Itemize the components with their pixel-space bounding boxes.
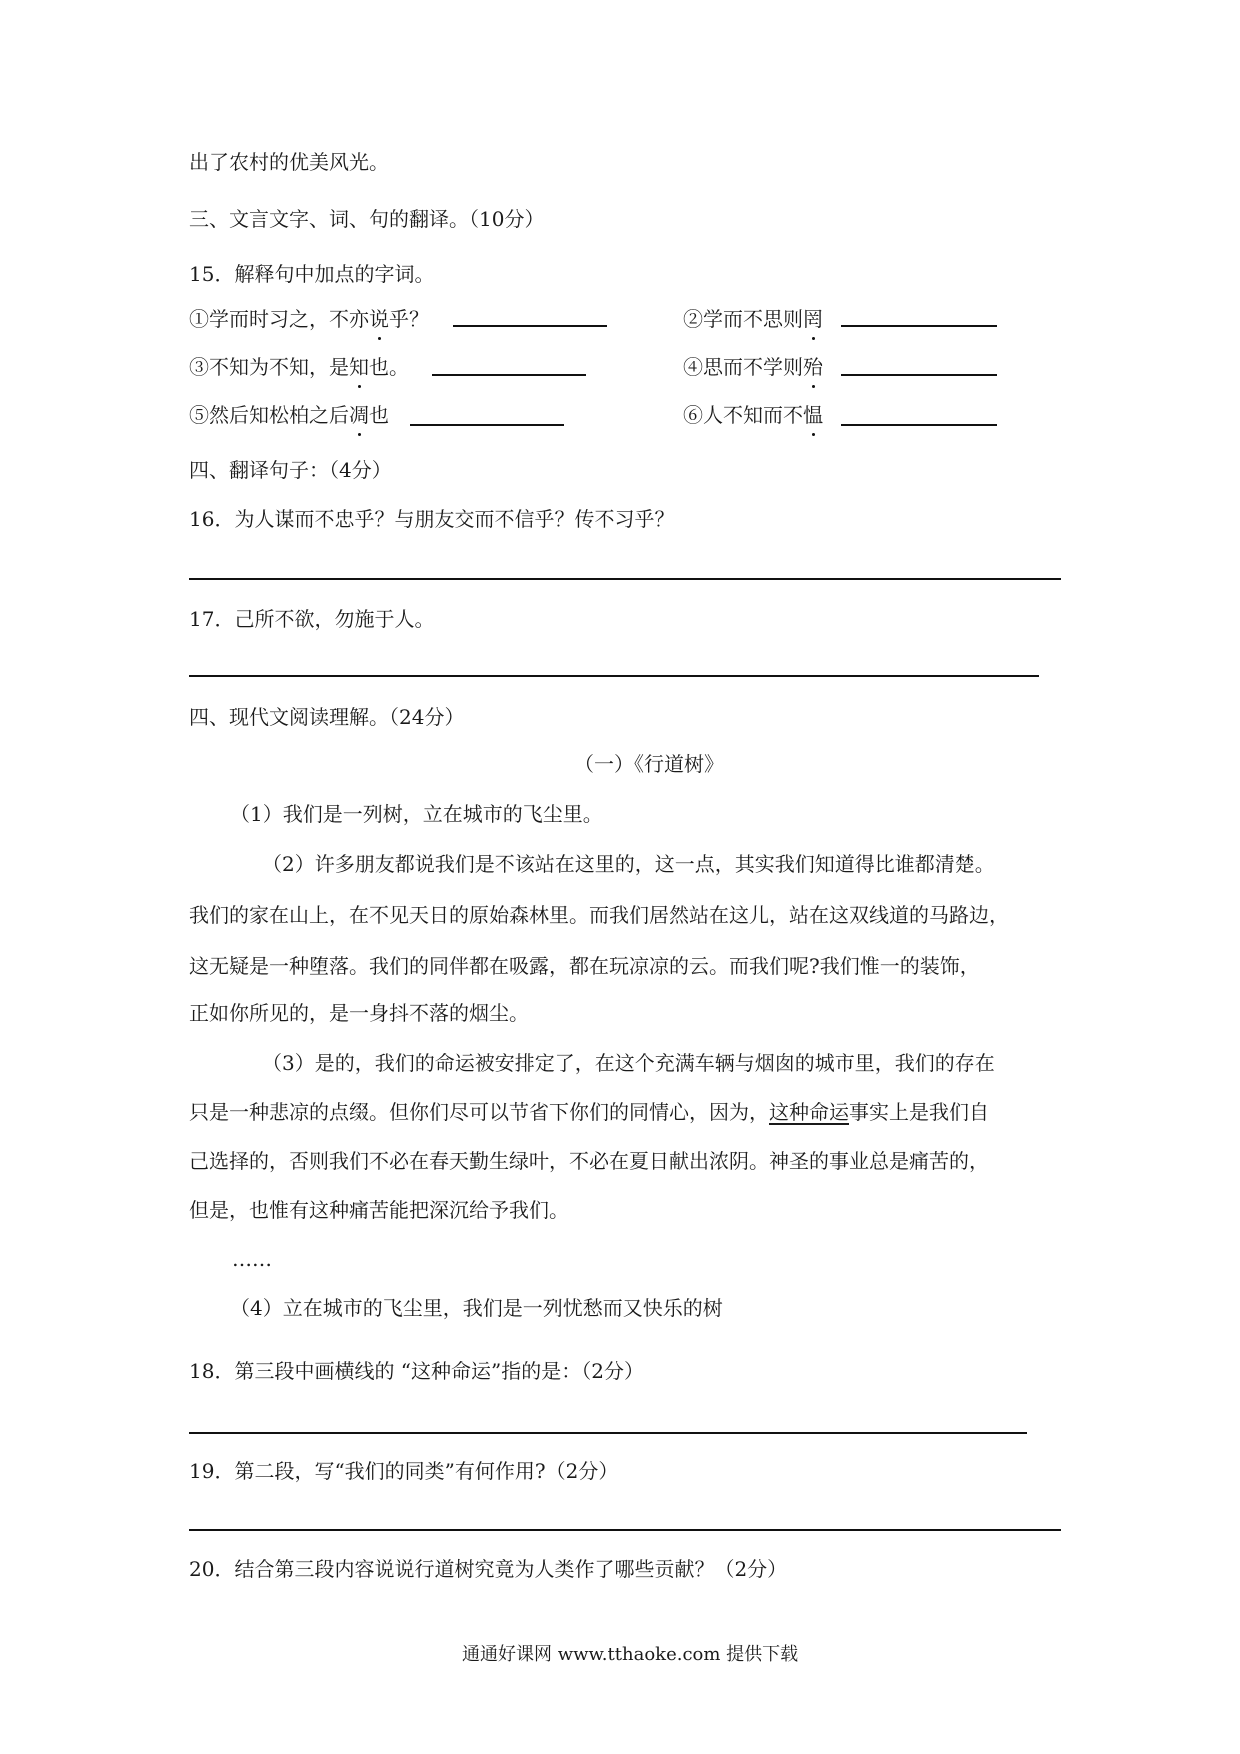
answer-line[interactable] <box>189 1432 1027 1434</box>
paragraph-1: （1）我们是一列树，立在城市的飞尘里。 <box>230 802 603 826</box>
underlined-phrase: 这种命运 <box>769 1100 849 1124</box>
answer-blank[interactable] <box>432 374 586 376</box>
paragraph-2-line: 我们的家在山上，在不见天日的原始森林里。而我们居然站在这儿，站在这双线道的马路边， <box>189 903 1009 927</box>
question-17: 17．己所不欲，勿施于人。 <box>189 607 435 631</box>
q15-item-3: ③不知为不知，是知也。 <box>189 355 409 379</box>
paragraph-2-line: 正如你所见的，是一身抖不落的烟尘。 <box>189 1001 529 1025</box>
dotted-word: 说 <box>369 307 389 331</box>
paragraph-2-line: （2）许多朋友都说我们是不该站在这里的，这一点，其实我们知道得比谁都清楚。 <box>262 852 995 876</box>
dotted-word: 凋 <box>349 403 369 427</box>
dotted-word: 殆 <box>803 355 823 379</box>
question-18: 18．第三段中画横线的 “这种命运”指的是：（2分） <box>189 1359 644 1383</box>
section-4-reading-heading: 四、现代文阅读理解。（24分） <box>189 705 465 729</box>
answer-line[interactable] <box>189 578 1061 580</box>
question-19: 19．第二段，写“我们的同类”有何作用?（2分） <box>189 1459 619 1483</box>
paragraph-3-line: （3）是的，我们的命运被安排定了，在这个充满车辆与烟囱的城市里，我们的存在 <box>262 1051 995 1075</box>
paragraph-3-line: 己选择的，否则我们不必在春天勤生绿叶，不必在夏日献出浓阴。神圣的事业总是痛苦的， <box>189 1149 989 1173</box>
section-4-translation-heading: 四、翻译句子：（4分） <box>189 458 392 482</box>
dotted-word: 知 <box>349 355 369 379</box>
answer-line[interactable] <box>189 675 1039 677</box>
ellipsis: …… <box>232 1247 272 1271</box>
q15-item-2: ②学而不思则罔 <box>683 307 823 331</box>
answer-blank[interactable] <box>841 325 997 327</box>
q15-item-6: ⑥人不知而不愠 <box>683 403 823 427</box>
q15-item-5: ⑤然后知松柏之后凋也 <box>189 403 389 427</box>
paragraph-3-line: 只是一种悲凉的点缀。但你们尽可以节省下你们的同情心，因为，这种命运事实上是我们自 <box>189 1100 989 1124</box>
continued-text: 出了农村的优美风光。 <box>189 150 389 174</box>
q15-item-1: ①学而时习之，不亦说乎？ <box>189 307 429 331</box>
section-3-heading: 三、文言文字、词、句的翻译。（10分） <box>189 207 545 231</box>
paragraph-3-line: 但是，也惟有这种痛苦能把深沉给予我们。 <box>189 1198 569 1222</box>
question-16: 16．为人谋而不忠乎？与朋友交而不信乎？传不习乎？ <box>189 507 675 531</box>
q15-item-4: ④思而不学则殆 <box>683 355 823 379</box>
paragraph-4: （4）立在城市的飞尘里，我们是一列忧愁而又快乐的树 <box>230 1296 723 1320</box>
paragraph-2-line: 这无疑是一种堕落。我们的同伴都在吸露，都在玩凉凉的云。而我们呢?我们惟一的装饰， <box>189 954 980 978</box>
answer-blank[interactable] <box>410 424 564 426</box>
dotted-word: 罔 <box>803 307 823 331</box>
answer-blank[interactable] <box>841 374 997 376</box>
answer-line[interactable] <box>189 1529 1061 1531</box>
passage-title: （一）《行道树》 <box>574 752 724 776</box>
footer-download-note: 通通好课网 www.tthaoke.com 提供下载 <box>462 1644 799 1665</box>
answer-blank[interactable] <box>453 325 607 327</box>
question-15: 15．解释句中加点的字词。 <box>189 262 435 286</box>
answer-blank[interactable] <box>841 424 997 426</box>
dotted-word: 愠 <box>803 403 823 427</box>
question-20: 20．结合第三段内容说说行道树究竟为人类作了哪些贡献？（2分） <box>189 1557 788 1581</box>
